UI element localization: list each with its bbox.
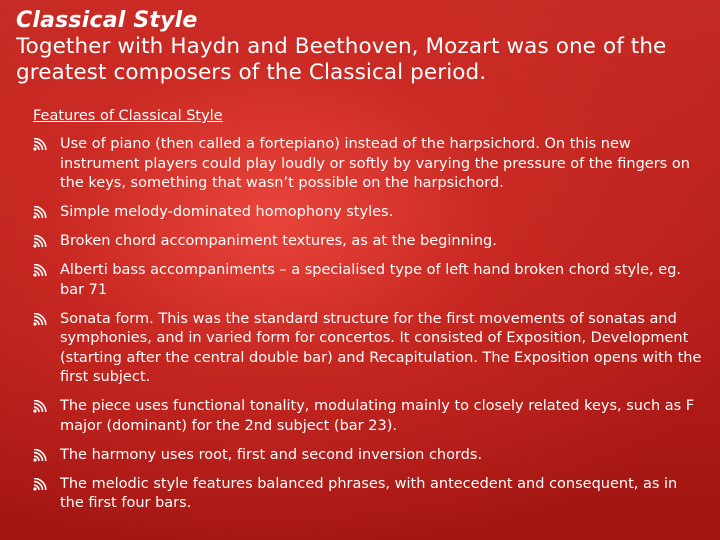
- content-area: [33, 107, 705, 523]
- bullet-text: Use of piano (then called a fortepiano) instead of the harpsichord. On this new instrument players could play loudly or softly by varying the pressure of the fingers on the keys, something that wasn’t possible on the harpsichord.: [60, 136, 690, 191]
- wifi-signal-icon: [33, 264, 49, 277]
- bullet-item: [33, 475, 705, 514]
- bullet-item: [33, 261, 705, 300]
- bullet-item: [33, 232, 705, 252]
- bullet-item: [33, 135, 705, 194]
- slide-title: Classical Style: [16, 8, 198, 33]
- bullet-text: The melodic style features balanced phrases, with antecedent and consequent, as in the first four bars.: [60, 475, 678, 511]
- bullet-text: Simple melody-dominated homophony styles.: [60, 204, 394, 220]
- wifi-signal-icon: [33, 313, 49, 326]
- wifi-signal-icon: [33, 138, 49, 151]
- wifi-signal-icon: [33, 478, 49, 491]
- bullet-item: [33, 397, 705, 436]
- wifi-signal-icon: [33, 400, 49, 413]
- bullet-item: [33, 446, 705, 466]
- section-heading: Features of Classical Style: [33, 108, 223, 124]
- bullet-text: Broken chord accompaniment textures, as at the beginning.: [60, 233, 497, 249]
- title-block: [16, 8, 716, 86]
- bullet-item: [33, 203, 705, 223]
- slide-subtitle: Together with Haydn and Beethoven, Mozart was one of the greatest composers of the Classical period.: [16, 34, 667, 85]
- bullet-text: The piece uses functional tonality, modulating mainly to closely related keys, such as F major (dominant) for the 2nd subject (bar 23).: [60, 398, 695, 434]
- bullet-text: Alberti bass accompaniments – a specialised type of left hand broken chord style, eg. bar 71: [60, 262, 682, 298]
- wifi-signal-icon: [33, 449, 49, 462]
- bullet-text: Sonata form. This was the standard structure for the first movements of sonatas and symphonies, and in varied form for concertos. It consisted of Exposition, Development (starting after the central double bar) and Recapitulation. The Exposition opens with the first subject.: [60, 310, 702, 385]
- wifi-signal-icon: [33, 206, 49, 219]
- bullet-text: The harmony uses root, first and second inversion chords.: [60, 446, 483, 463]
- wifi-signal-icon: [33, 235, 49, 248]
- bullet-item: [33, 310, 705, 388]
- bullet-list: [33, 135, 705, 514]
